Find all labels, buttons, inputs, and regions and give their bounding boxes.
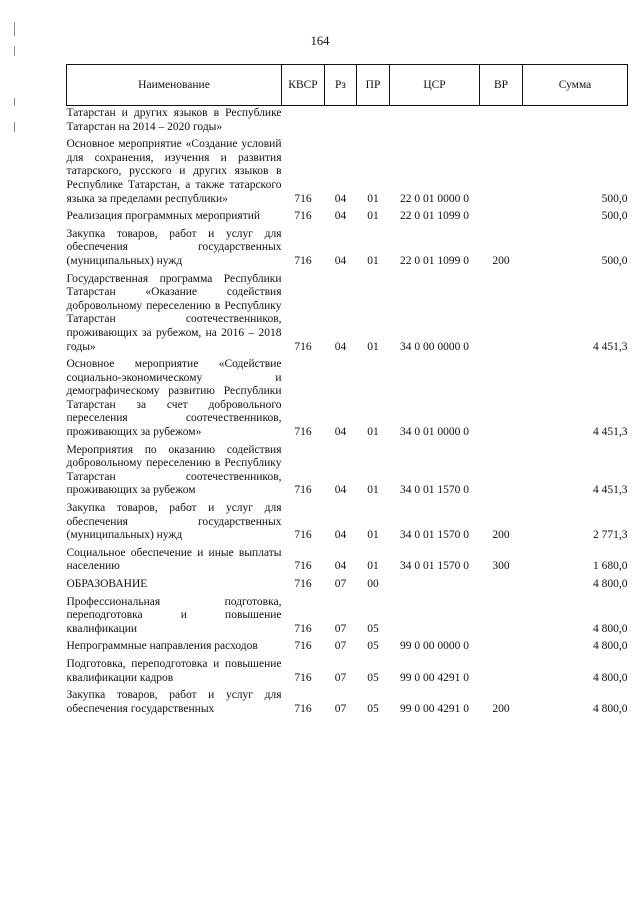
cell-kvsr: 716 <box>294 702 312 715</box>
column-header-kvsr: КВСР <box>282 65 325 106</box>
cell-vr: 200 <box>492 529 510 542</box>
table-row <box>67 357 628 443</box>
cell-kvsr: 716 <box>294 529 312 542</box>
cell-sum: 4 451,3 <box>593 340 628 353</box>
cell-name: Подготовка, переподготовка и повышение квалификации кадров <box>66 657 282 684</box>
cell-rz <box>325 106 357 138</box>
cell-vr <box>480 272 523 358</box>
binding-mark <box>14 122 15 132</box>
table-row <box>67 595 628 640</box>
cell-rz: 04 <box>334 254 347 267</box>
table-row <box>67 106 628 138</box>
cell-pr <box>357 106 390 138</box>
table-row <box>67 688 628 719</box>
cell-pr: 01 <box>367 426 379 439</box>
cell-vr <box>480 657 523 688</box>
cell-pr: 05 <box>367 702 379 715</box>
cell-csr <box>390 595 480 640</box>
cell-csr: 22 0 01 0000 0 <box>400 192 469 205</box>
cell-csr: 34 0 01 0000 0 <box>400 426 469 439</box>
table-header-row <box>67 65 628 106</box>
cell-rz: 04 <box>334 484 347 497</box>
cell-vr <box>480 106 523 138</box>
cell-rz: 07 <box>334 671 347 684</box>
cell-pr: 00 <box>367 578 379 590</box>
table-row <box>67 546 628 577</box>
cell-rz: 04 <box>334 560 347 573</box>
cell-pr: 01 <box>367 192 379 205</box>
cell-sum: 4 800,0 <box>593 671 628 684</box>
cell-csr: 99 0 00 4291 0 <box>400 702 469 715</box>
cell-pr: 01 <box>367 340 379 353</box>
cell-sum: 500,0 <box>601 254 628 267</box>
cell-rz: 04 <box>334 340 347 353</box>
cell-kvsr: 716 <box>294 340 312 353</box>
cell-sum: 4 451,3 <box>593 426 628 439</box>
cell-name: Социальное обеспечение и иные выплаты населению <box>66 546 282 573</box>
cell-pr: 01 <box>367 254 379 267</box>
cell-vr <box>480 577 523 595</box>
cell-name: Основное мероприятие «Создание условий для сохранения, изучения и развития татарского, русского и других языков в Республике Татарстан, а также татарского языка за пределами республики» <box>66 138 282 205</box>
cell-kvsr: 716 <box>294 640 312 653</box>
cell-pr: 05 <box>367 622 379 635</box>
cell-sum: 4 800,0 <box>593 702 628 715</box>
cell-kvsr: 716 <box>294 426 312 439</box>
cell-rz: 04 <box>334 210 347 223</box>
column-header-name: Наименование <box>67 65 282 106</box>
cell-kvsr: 716 <box>294 210 312 223</box>
cell-sum: 4 800,0 <box>593 622 628 635</box>
cell-csr <box>390 577 480 595</box>
cell-csr <box>390 106 480 138</box>
cell-csr: 22 0 01 1099 0 <box>400 210 469 223</box>
cell-sum: 500,0 <box>601 210 628 223</box>
page-number: 164 <box>310 34 330 48</box>
cell-csr: 99 0 00 0000 0 <box>400 640 469 653</box>
cell-kvsr: 716 <box>294 622 312 635</box>
cell-rz: 04 <box>334 192 347 205</box>
cell-sum: 4 451,3 <box>593 484 628 497</box>
binding-mark <box>14 22 15 36</box>
cell-vr <box>480 639 523 657</box>
cell-vr: 200 <box>492 254 510 267</box>
cell-kvsr: 716 <box>294 192 312 205</box>
cell-sum: 2 771,3 <box>593 529 628 542</box>
cell-pr: 01 <box>367 560 379 573</box>
cell-csr: 34 0 01 1570 0 <box>400 560 469 573</box>
cell-rz: 07 <box>334 622 347 635</box>
cell-name: Мероприятия по оказанию содействия добровольному переселению в Республику Татарстан соотечественников, проживающих за рубежом <box>66 443 282 497</box>
cell-name: Реализация программных мероприятий <box>66 210 261 223</box>
cell-csr: 22 0 01 1099 0 <box>400 254 469 267</box>
cell-name: Закупка товаров, работ и услуг для обеспечения государственных <box>66 689 282 715</box>
cell-pr: 01 <box>367 210 379 223</box>
cell-kvsr: 716 <box>294 560 312 573</box>
column-header-pr: ПР <box>357 65 390 106</box>
cell-rz: 04 <box>334 426 347 439</box>
cell-kvsr: 716 <box>294 578 312 590</box>
cell-pr: 05 <box>367 671 379 684</box>
cell-name: Государственная программа Республики Татарстан «Оказание содействия добровольному переселению в Республику Татарстан соотечественников, проживающих за рубежом, на 2016 – 2018 годы» <box>66 272 282 353</box>
binding-mark <box>14 46 15 56</box>
cell-csr: 99 0 00 4291 0 <box>400 671 469 684</box>
cell-vr <box>480 357 523 443</box>
cell-csr: 34 0 00 0000 0 <box>400 340 469 353</box>
cell-sum: 500,0 <box>601 192 628 205</box>
cell-name: Профессиональная подготовка, переподготовка и повышение квалификации <box>66 595 282 635</box>
cell-rz: 07 <box>334 702 347 715</box>
cell-sum: 4 800,0 <box>593 640 628 653</box>
cell-csr: 34 0 01 1570 0 <box>400 529 469 542</box>
table-row <box>67 501 628 546</box>
column-header-sum: Сумма <box>523 65 628 106</box>
cell-name: Закупка товаров, работ и услуг для обеспечения государственных (муниципальных) нужд <box>66 502 282 542</box>
cell-vr <box>480 443 523 501</box>
cell-sum: 4 800,0 <box>593 578 628 590</box>
cell-rz: 04 <box>334 529 347 542</box>
cell-pr: 05 <box>367 640 379 653</box>
cell-kvsr <box>282 106 325 138</box>
table-row <box>67 137 628 209</box>
cell-vr <box>480 595 523 640</box>
table-row <box>67 227 628 272</box>
cell-name: Татарстан и других языков в Республике Татарстан на 2014 – 2020 годы» <box>66 107 282 133</box>
cell-kvsr: 716 <box>294 254 312 267</box>
cell-vr: 200 <box>492 702 510 715</box>
cell-name: Закупка товаров, работ и услуг для обеспечения государственных (муниципальных) нужд <box>66 227 282 267</box>
cell-name: Непрограммные направления расходов <box>66 640 258 653</box>
cell-rz: 07 <box>334 578 347 590</box>
table-row <box>67 272 628 358</box>
cell-kvsr: 716 <box>294 484 312 497</box>
column-header-rz: Рз <box>325 65 357 106</box>
cell-name: ОБРАЗОВАНИЕ <box>66 578 148 590</box>
column-header-vr: ВР <box>480 65 523 106</box>
cell-vr <box>480 209 523 227</box>
cell-pr: 01 <box>367 529 379 542</box>
cell-name: Основное мероприятие «Содействие социально-экономическому и демографическому развитию Республики Татарстан за счет добровольного переселения соотечественников, проживающих за рубежом» <box>66 358 282 439</box>
cell-rz: 07 <box>334 640 347 653</box>
cell-csr: 34 0 01 1570 0 <box>400 484 469 497</box>
budget-table <box>66 64 628 719</box>
cell-sum: 1 680,0 <box>593 560 628 573</box>
column-header-csr: ЦСР <box>390 65 480 106</box>
table-row <box>67 657 628 688</box>
table-row <box>67 443 628 501</box>
table-row <box>67 209 628 227</box>
cell-pr: 01 <box>367 484 379 497</box>
cell-kvsr: 716 <box>294 671 312 684</box>
table-row <box>67 577 628 595</box>
cell-vr <box>480 137 523 209</box>
cell-sum <box>523 106 628 138</box>
table-row <box>67 639 628 657</box>
cell-vr: 300 <box>492 560 510 573</box>
binding-mark <box>14 98 15 106</box>
